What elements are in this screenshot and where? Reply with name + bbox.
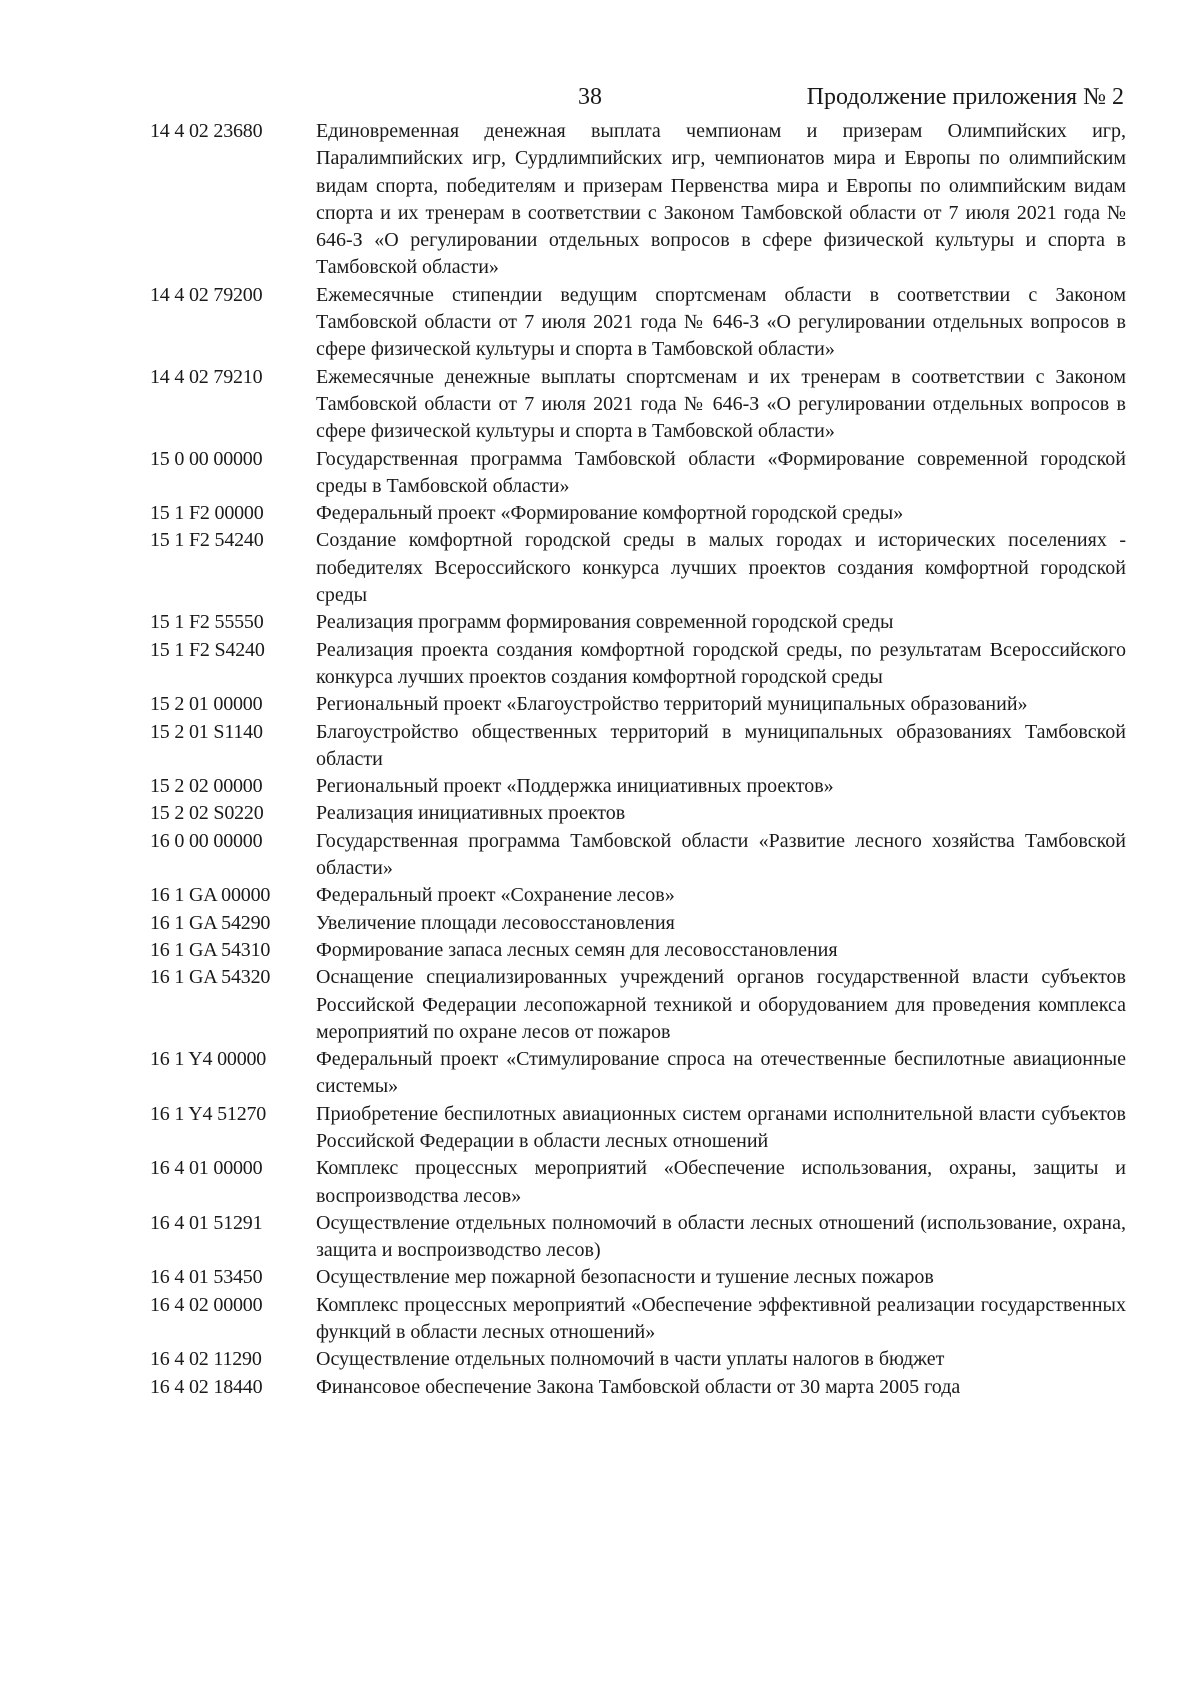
code-description: Реализация программ формирования современной городской среды	[316, 611, 894, 634]
code-entry-row	[150, 937, 1126, 964]
code-entry-row	[150, 1210, 1126, 1265]
budget-code: 16 4 01 53450	[150, 1266, 263, 1289]
code-description: Реализация проекта создания комфортной городской среды, по результатам Всероссийского конкурса лучших проектов создания комфортной городской среды	[316, 638, 1126, 688]
code-description: Осуществление мер пожарной безопасности и тушение лесных пожаров	[316, 1266, 934, 1289]
code-description: Комплекс процессных мероприятий «Обеспечение использования, охраны, защиты и воспроизводства лесов»	[316, 1157, 1126, 1207]
budget-code: 15 1 F2 55550	[150, 611, 264, 634]
budget-code: 16 1 GA 54310	[150, 938, 271, 961]
code-description: Финансовое обеспечение Закона Тамбовской области от 30 марта 2005 года	[316, 1375, 961, 1398]
code-entry-row	[150, 1374, 1126, 1401]
code-entry-row	[150, 637, 1126, 692]
budget-code: 16 1 Y4 51270	[150, 1102, 267, 1125]
code-entry-row	[150, 910, 1126, 937]
code-description: Государственная программа Тамбовской области «Развитие лесного хозяйства Тамбовской области»	[316, 829, 1126, 880]
code-entry-row	[150, 800, 1126, 827]
code-description: Оснащение специализированных учреждений органов государственной власти субъектов Российской Федерации лесопожарной техникой и оборудованием для проведения комплекса мероприятий по охране лесов от пожаров	[316, 966, 1126, 1043]
code-entry-row	[150, 964, 1126, 1046]
code-description: Приобретение беспилотных авиационных систем органами исполнительной власти субъектов Российской Федерации в области лесных отношений	[316, 1102, 1126, 1152]
code-description: Осуществление отдельных полномочий в части уплаты налогов в бюджет	[316, 1348, 945, 1371]
budget-code: 15 2 01 S1140	[150, 720, 263, 743]
code-description: Создание комфортной городской среды в малых городах и исторических поселениях - победителях Всероссийского конкурса лучших проектов создания комфортной городской среды	[316, 529, 1126, 607]
code-description: Региональный проект «Поддержка инициативных проектов»	[316, 775, 834, 798]
budget-code: 14 4 02 79200	[150, 283, 263, 306]
code-entry-row	[150, 1046, 1126, 1101]
budget-code: 16 4 01 51291	[150, 1211, 263, 1234]
budget-code: 15 2 02 00000	[150, 775, 263, 798]
code-description: Ежемесячные денежные выплаты спортсменам и их тренерам в соответствии с Законом Тамбовской области от 7 июля 2021 года № 646-З «О регулировании отдельных вопросов в сфере физической культуры и спорта в Тамбовской области»	[316, 365, 1126, 443]
code-entry-row	[150, 609, 1126, 636]
budget-code: 15 1 F2 54240	[150, 529, 264, 552]
budget-code: 15 1 F2 00000	[150, 502, 264, 525]
budget-code: 15 2 02 S0220	[150, 802, 264, 825]
budget-code: 16 0 00 00000	[150, 829, 263, 852]
budget-code: 16 1 GA 54290	[150, 911, 271, 934]
budget-code: 15 1 F2 S4240	[150, 638, 265, 661]
code-description: Благоустройство общественных территорий в муниципальных образованиях Тамбовской области	[316, 720, 1126, 770]
code-entry-row	[150, 118, 1126, 282]
code-description: Федеральный проект «Формирование комфортной городской среды»	[316, 502, 904, 525]
budget-code: 16 1 GA 00000	[150, 884, 271, 907]
code-entry-row	[150, 500, 1126, 527]
code-entry-row	[150, 446, 1126, 501]
page-number: 38	[578, 84, 602, 110]
code-entry-row	[150, 691, 1126, 718]
budget-code: 14 4 02 23680	[150, 120, 263, 142]
code-description: Осуществление отдельных полномочий в области лесных отношений (использование, охрана, защита и воспроизводство лесов)	[316, 1211, 1126, 1262]
classification-code-list	[150, 118, 1126, 1401]
budget-code: 15 2 01 00000	[150, 693, 263, 716]
code-description: Федеральный проект «Стимулирование спроса на отечественные беспилотные авиационные системы»	[316, 1048, 1126, 1098]
code-entry-row	[150, 364, 1126, 446]
code-entry-row	[150, 1155, 1126, 1210]
code-description: Федеральный проект «Сохранение лесов»	[316, 884, 675, 907]
code-entry-row	[150, 282, 1126, 364]
code-description: Ежемесячные стипендии ведущим спортсменам области в соответствии с Законом Тамбовской области от 7 июля 2021 года № 646-З «О регулировании отдельных вопросов в сфере физической культуры и спорта в Тамбовской области»	[316, 283, 1126, 361]
code-entry-row	[150, 719, 1126, 774]
code-entry-row	[150, 1292, 1126, 1347]
code-entry-row	[150, 1346, 1126, 1373]
budget-code: 16 4 02 11290	[150, 1348, 262, 1371]
code-entry-row	[150, 1101, 1126, 1156]
budget-code: 16 1 GA 54320	[150, 966, 271, 989]
appendix-continuation-title: Продолжение приложения № 2	[806, 84, 1124, 110]
budget-code: 16 4 02 18440	[150, 1375, 263, 1398]
code-description: Региональный проект «Благоустройство территорий муниципальных образований»	[316, 693, 1028, 716]
code-description: Государственная программа Тамбовской области «Формирование современной городской среды в Тамбовской области»	[316, 447, 1126, 497]
budget-code: 16 4 01 00000	[150, 1157, 263, 1180]
code-description: Увеличение площади лесовосстановления	[316, 911, 675, 934]
code-description: Формирование запаса лесных семян для лесовосстановления	[316, 938, 838, 961]
budget-code: 16 4 02 00000	[150, 1293, 263, 1316]
code-entry-row	[150, 773, 1126, 800]
code-entry-row	[150, 882, 1126, 909]
code-entry-row	[150, 828, 1126, 883]
code-entry-row	[150, 527, 1126, 609]
budget-code: 14 4 02 79210	[150, 365, 263, 388]
code-description: Единовременная денежная выплата чемпионам и призерам Олимпийских игр, Паралимпийских игр, Сурдлимпийских игр, чемпионатов мира и Европы по олимпийским видам спорта, победителям и призерам Первенства мира и Европы по олимпийским видам спорта и их тренерам в соответствии с Законом Тамбовской области от 7 июля 2021 года № 646-З «О регулировании отдельных вопросов в сфере физической культуры и спорта в Тамбовской области»	[316, 120, 1126, 279]
budget-code: 15 0 00 00000	[150, 447, 263, 470]
budget-code: 16 1 Y4 00000	[150, 1048, 267, 1071]
code-description: Реализация инициативных проектов	[316, 802, 626, 825]
code-entry-row	[150, 1264, 1126, 1291]
page-header	[0, 80, 1200, 114]
code-description: Комплекс процессных мероприятий «Обеспечение эффективной реализации государственных функций в области лесных отношений»	[316, 1293, 1126, 1344]
